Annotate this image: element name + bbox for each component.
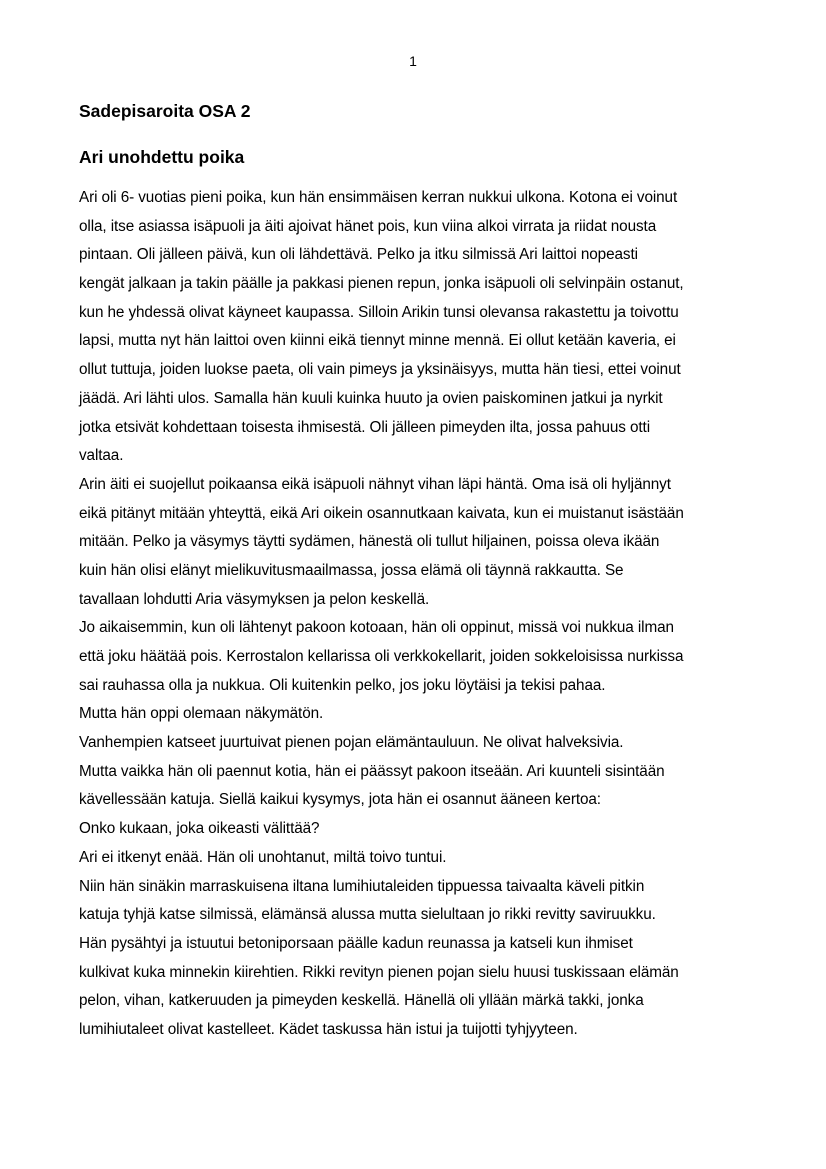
text-line: katuja tyhjä katse silmissä, elämänsä alussa mutta sielultaan jo rikki revitty saviruukku.	[79, 906, 656, 924]
text-line: mitään. Pelko ja väsymys täytti sydämen, hänestä oli tullut hiljainen, poissa oleva ikään	[79, 533, 660, 551]
text-line: eikä pitänyt mitään yhteyttä, eikä Ari oikein osannutkaan kaivata, kun ei muistanut isästään	[79, 504, 684, 522]
text-line: Ari ei itkenyt enää. Hän oli unohtanut, miltä toivo tuntui.	[79, 848, 447, 866]
text-line: pintaan. Oli jälleen päivä, kun oli lähdettävä. Pelko ja itku silmissä Ari laittoi nopeasti	[79, 246, 638, 264]
text-line: ollut tuttuja, joiden luokse paeta, oli vain pimeys ja yksinäisyys, mutta hän tiesi, ettei voinut	[79, 361, 681, 379]
text-line: kuin hän olisi elänyt mielikuvitusmaailmassa, jossa elämä oli täynnä rakkautta. Se	[79, 561, 624, 579]
page-number: 1	[409, 53, 417, 69]
text-line: lumihiutaleet olivat kastelleet. Kädet taskussa hän istui ja tuijotti tyhjyyteen.	[79, 1020, 578, 1038]
text-line: olla, itse asiassa isäpuoli ja äiti ajoivat hänet pois, kun viina alkoi virrata ja riidat nousta	[79, 217, 657, 235]
text-line: Ari oli 6- vuotias pieni poika, kun hän ensimmäisen kerran nukkui ulkona. Kotona ei voinut	[79, 189, 678, 206]
text-line: kengät jalkaan ja takin päälle ja pakkasi pienen repun, jonka isäpuoli oli selvinpäin ostanut,	[79, 275, 684, 293]
text-line: että joku häätää pois. Kerrostalon kellarissa oli verkkokellarit, joiden sokkeloisissa nurkissa	[79, 648, 684, 665]
text-line: Mutta vaikka hän oli paennut kotia, hän ei päässyt pakoon itseään. Ari kuunteli sisintään	[79, 762, 665, 780]
text-line: kulkivat kuka minnekin kiirehtien. Rikki revityn pienen pojan sielu huusi tuskissaan elämän	[79, 963, 679, 981]
text-line: tavallaan lohdutti Aria väsymyksen ja pelon keskellä.	[79, 590, 430, 608]
text-line: jäädä. Ari lähti ulos. Samalla hän kuuli kuinka huuto ja ovien paiskominen jatkui ja nyrkit	[79, 389, 663, 407]
text-line: lapsi, mutta nyt hän laittoi oven kiinni eikä tiennyt minne mennä. Ei ollut ketään kaveria, ei	[79, 332, 676, 350]
text-line: Jo aikaisemmin, kun oli lähtenyt pakoon kotoaan, hän oli oppinut, missä voi nukkua ilman	[79, 619, 674, 637]
story-body	[79, 186, 759, 1047]
story-title: Ari unohdettu poika	[79, 147, 245, 167]
text-line: Arin äiti ei suojellut poikaansa eikä isäpuoli nähnyt vihan läpi häntä. Oma isä oli hyljännyt	[79, 475, 671, 493]
text-line: valtaa.	[79, 447, 124, 465]
text-line: pelon, vihan, katkeruuden ja pimeyden keskellä. Hänellä oli yllään märkä takki, jonka	[79, 992, 644, 1010]
text-line: Mutta hän oppi olemaan näkymätön.	[79, 705, 324, 723]
text-line: Vanhempien katseet juurtuivat pienen pojan elämäntauluun. Ne olivat halveksivia.	[79, 734, 624, 752]
text-line: Onko kukaan, joka oikeasti välittää?	[79, 820, 320, 838]
text-line: kun he yhdessä olivat käyneet kaupassa. Silloin Arikin tunsi olevansa rakastettu ja toivottu	[79, 303, 679, 321]
text-line: jotka etsivät kohdettaan toisesta ihmisestä. Oli jälleen pimeyden ilta, jossa pahuus otti	[79, 418, 651, 436]
text-line: sai rauhassa olla ja nukkua. Oli kuitenkin pelko, jos joku löytäisi ja tekisi pahaa.	[79, 676, 606, 694]
document-title: Sadepisaroita OSA 2	[79, 101, 251, 121]
text-line: Niin hän sinäkin marraskuisena iltana lumihiutaleiden tippuessa taivaalta käveli pitkin	[79, 877, 645, 895]
text-line: kävellessään katuja. Siellä kaikui kysymys, jota hän ei osannut ääneen kertoa:	[79, 791, 601, 809]
text-line: Hän pysähtyi ja istuutui betoniporsaan päälle kadun reunassa ja katseli kun ihmiset	[79, 934, 633, 952]
